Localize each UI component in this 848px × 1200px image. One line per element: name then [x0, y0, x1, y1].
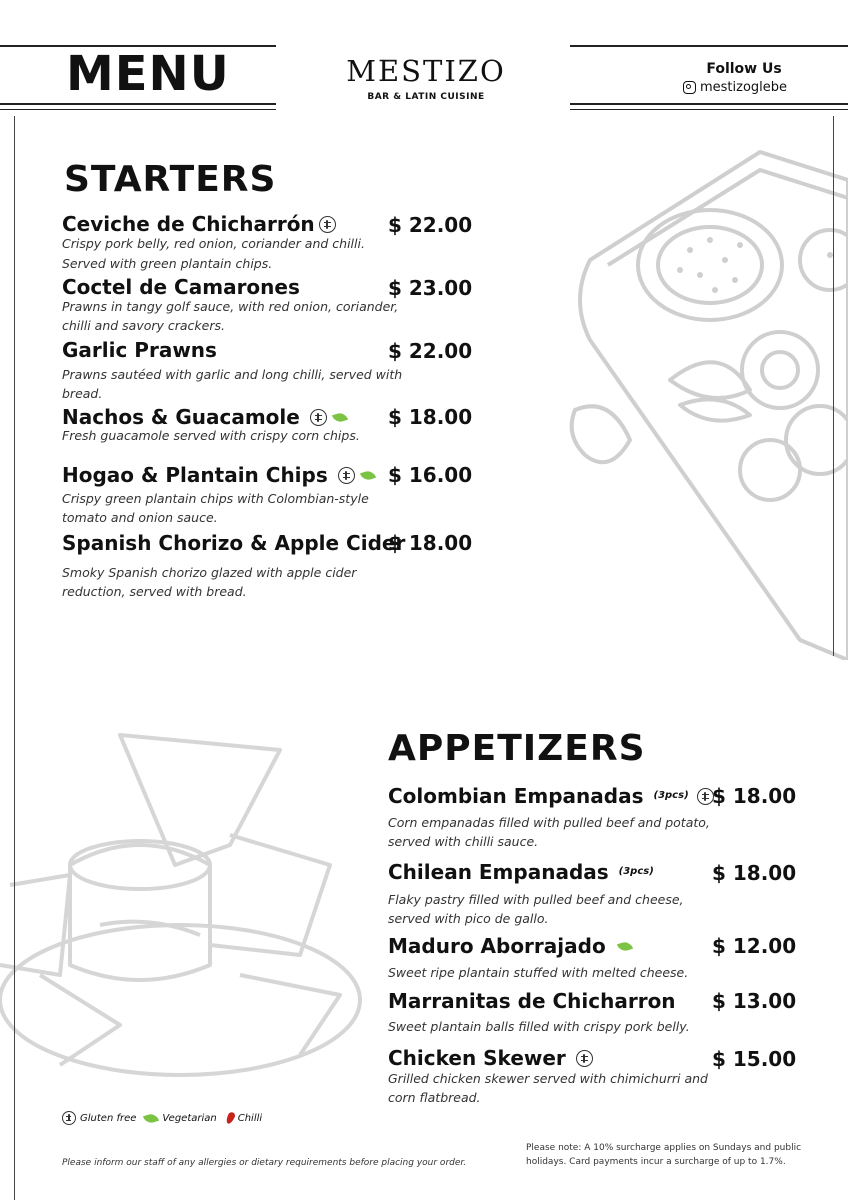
header-line-left-bottom-2	[0, 109, 276, 110]
starter-desc-1b: Served with green plantain chips.	[62, 256, 273, 271]
brand-subtitle: BAR & LATIN CUISINE	[367, 92, 485, 102]
header-line-right-bottom-2	[570, 109, 848, 110]
header-line-right-bottom	[570, 103, 848, 105]
starter-desc-6a: Smoky Spanish chorizo glazed with apple cider	[62, 565, 357, 580]
brand-logo-text: MESTIZO	[346, 54, 506, 88]
starter-name-5: Hogao & Plantain Chips	[62, 463, 375, 487]
appetizer-name-5: Chicken Skewer	[388, 1046, 593, 1070]
appetizers-title: APPETIZERS	[388, 728, 646, 769]
starter-name-1: Ceviche de Chicharrón	[62, 212, 336, 236]
appetizer-desc-3a: Sweet ripe plantain stuffed with melted cheese.	[388, 965, 689, 980]
starter-name-4: Nachos & Guacamole	[62, 405, 347, 429]
starter-desc-2a: Prawns in tangy golf sauce, with red onion, coriander,	[62, 299, 399, 314]
appetizer-price-5: $ 15.00	[712, 1047, 797, 1071]
appetizer-price-1: $ 18.00	[712, 784, 797, 808]
starter-desc-6b: reduction, served with bread.	[62, 584, 247, 599]
starter-desc-5a: Crispy green plantain chips with Colombian-style	[62, 491, 369, 506]
starter-name-6: Spanish Chorizo & Apple Cider	[62, 531, 406, 555]
instagram-icon	[683, 81, 696, 94]
food-sketch-top-right	[560, 140, 848, 660]
menu-title: MENU	[66, 46, 230, 102]
appetizer-name-1: Colombian Empanadas (3pcs)	[388, 784, 714, 808]
starter-desc-3b: bread.	[62, 386, 103, 401]
starter-price-3: $ 22.00	[388, 339, 473, 363]
starter-desc-1a: Crispy pork belly, red onion, coriander and chilli.	[62, 236, 365, 251]
starter-price-6: $ 18.00	[388, 531, 473, 555]
appetizer-desc-4a: Sweet plantain balls filled with crispy pork belly.	[388, 1019, 690, 1034]
vegetarian-leaf-icon	[360, 469, 376, 482]
starter-desc-3a: Prawns sautéed with garlic and long chilli, served with	[62, 367, 403, 382]
starter-desc-5b: tomato and onion sauce.	[62, 510, 218, 525]
starter-price-2: $ 23.00	[388, 276, 473, 300]
starter-desc-4a: Fresh guacamole served with crispy corn chips.	[62, 428, 360, 443]
pieces-note: (3pcs)	[653, 790, 689, 801]
starter-desc-2b: chilli and savory crackers.	[62, 318, 225, 333]
pieces-note: (3pcs)	[618, 866, 654, 877]
starter-name-3: Garlic Prawns	[62, 338, 217, 362]
vegetarian-leaf-icon	[143, 1112, 159, 1125]
appetizer-price-3: $ 12.00	[712, 934, 797, 958]
nachos-sketch-bottom-left	[0, 725, 380, 1105]
legend-vegetarian: Vegetarian	[162, 1112, 217, 1124]
header-line-right-top	[570, 45, 848, 47]
appetizer-price-4: $ 13.00	[712, 989, 797, 1013]
appetizer-name-3: Maduro Aborrajado	[388, 934, 632, 958]
starter-price-5: $ 16.00	[388, 463, 473, 487]
vegetarian-leaf-icon	[617, 940, 633, 953]
gluten-free-icon	[62, 1111, 76, 1125]
appetizer-desc-1b: served with chilli sauce.	[388, 834, 539, 849]
appetizer-price-2: $ 18.00	[712, 861, 797, 885]
frame-right-line	[833, 116, 834, 656]
appetizer-desc-5a: Grilled chicken skewer served with chimichurri and	[388, 1071, 708, 1086]
chilli-icon	[225, 1111, 236, 1125]
dietary-legend	[62, 1111, 262, 1125]
surcharge-note-line-2: holidays. Card payments incur a surcharge of up to 1.7%.	[526, 1157, 786, 1167]
instagram-handle[interactable]	[683, 80, 787, 95]
legend-gluten-free: Gluten free	[80, 1112, 137, 1124]
instagram-handle-text: mestizoglebe	[700, 80, 788, 95]
gluten-free-icon	[576, 1050, 593, 1067]
appetizer-desc-1a: Corn empanadas filled with pulled beef and potato,	[388, 815, 710, 830]
appetizer-name-4: Marranitas de Chicharron	[388, 989, 676, 1013]
gluten-free-icon	[319, 216, 336, 233]
header-line-left-bottom	[0, 103, 276, 105]
vegetarian-leaf-icon	[332, 411, 348, 424]
starter-price-4: $ 18.00	[388, 405, 473, 429]
appetizer-name-2: Chilean Empanadas (3pcs)	[388, 860, 654, 884]
frame-left-line	[14, 116, 15, 1200]
follow-us-label: Follow Us	[706, 61, 782, 77]
starter-name-2: Coctel de Camarones	[62, 275, 300, 299]
gluten-free-icon	[310, 409, 327, 426]
appetizer-desc-2a: Flaky pastry filled with pulled beef and cheese,	[388, 892, 684, 907]
appetizer-desc-5b: corn flatbread.	[388, 1090, 481, 1105]
appetizer-desc-2b: served with pico de gallo.	[388, 911, 549, 926]
starters-title: STARTERS	[64, 159, 277, 200]
surcharge-note-line-1: Please note: A 10% surcharge applies on Sundays and public	[526, 1143, 802, 1153]
legend-chilli: Chilli	[237, 1112, 263, 1124]
allergy-note: Please inform our staff of any allergies or dietary requirements before placing your order.	[62, 1158, 467, 1168]
starter-price-1: $ 22.00	[388, 213, 473, 237]
gluten-free-icon	[338, 467, 355, 484]
